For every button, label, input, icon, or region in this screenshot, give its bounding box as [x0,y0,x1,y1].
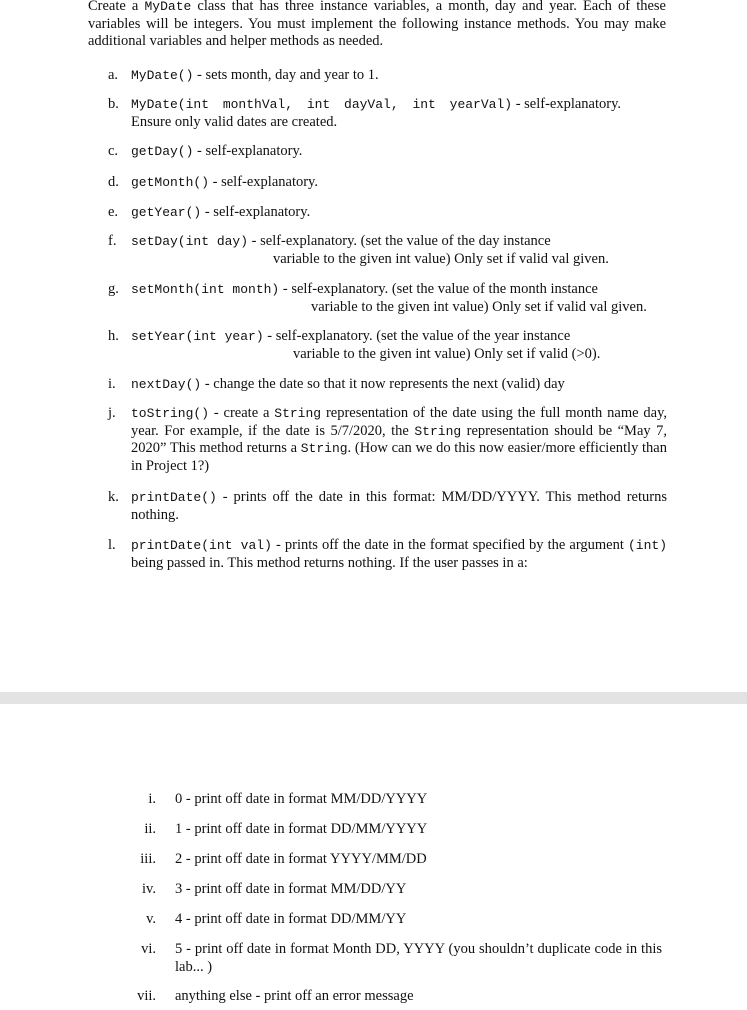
method-description-line2: Ensure only valid dates are created. [131,113,338,130]
method-description: - change the date so that it now represents the next (valid) day [201,376,565,392]
method-signature: getDay() [131,144,194,159]
item-label: g. [108,281,119,297]
intro-text-cont: class that has three instance variables, a month, day and year. Each of these variables will be integers. You must implement the following instance methods. You may make additional variables and helper methods as needed. [88,0,666,49]
sub-item-label: iii. [140,851,156,867]
method-signature: nextDay() [131,377,202,392]
method-signature: toString() [131,406,210,421]
method-description-cont: representation should be “May 7, 2020” This method returns a [131,422,667,456]
sub-item-label: vii. [137,988,156,1004]
sub-item-text: 0 - print off date in format MM/DD/YYYY [175,791,428,807]
method-description: - prints off the date in this format: MM/DD/YYYY. This method returns nothing. [131,489,667,523]
method-description-line2: variable to the given int value) Only set if valid val given. [311,298,647,315]
method-description: - self-explanatory. [512,96,622,112]
sub-item-text: 4 - print off date in format DD/MM/YY [175,911,407,927]
type-code: String [274,406,322,421]
item-label: a. [108,67,119,83]
type-code: (int) [627,538,667,553]
method-description: - self-explanatory. [193,143,303,159]
method-description: - self-explanatory. (set the value of the year instance [263,328,571,344]
method-signature: getMonth() [131,175,210,190]
method-description: - self-explanatory. [209,174,318,190]
method-signature: setDay(int day) [131,234,249,249]
method-signature: MyDate() [131,68,194,83]
sub-item-label: iv. [142,881,156,897]
method-description: - sets month, day and year to 1. [193,67,379,83]
method-description-cont: representation of the date using the full month name day, year. For example, if the date is 5/7/2020, the [131,405,667,439]
class-name-code: MyDate [144,0,192,14]
sub-item-label: v. [146,911,156,927]
item-label: b. [108,96,119,112]
sub-item-label: i. [148,791,156,807]
method-description: - self-explanatory. (set the value of the day instance [248,233,551,249]
intro-text: Create a [88,0,145,14]
method-signature: MyDate(int monthVal, int dayVal, int yearVal) [131,97,513,112]
method-description-line2: variable to the given int value) Only set if valid val given. [273,250,609,267]
item-label: l. [108,537,116,553]
item-label: d. [108,174,119,190]
method-description-line2: variable to the given int value) Only set if valid (>0). [293,345,601,362]
item-label: c. [108,143,119,159]
sub-item-text: 5 - print off date in format Month DD, YYYY (you shouldn’t duplicate code in this lab... ) [175,941,662,975]
sub-item-text: 2 - print off date in format YYYY/MM/DD [175,851,427,867]
method-description: - self-explanatory. (set the value of the month instance [279,281,598,297]
method-description: - self-explanatory. [201,204,311,220]
method-signature: setYear(int year) [131,329,264,344]
sub-item-text: 1 - print off date in format DD/MM/YYYY [175,821,428,837]
method-description-cont: being passed in. This method returns nothing. If the user passes in a: [131,554,528,571]
method-signature: printDate() [131,490,217,505]
item-label: h. [108,328,119,344]
method-description: - create a [209,405,275,421]
item-label: i. [108,376,116,392]
method-signature: setMonth(int month) [131,282,280,297]
sub-item-text: 3 - print off date in format MM/DD/YY [175,881,407,897]
item-label: j. [108,405,116,421]
item-label: f. [108,233,117,249]
type-code: String [414,423,462,439]
sub-item-label: ii. [144,821,156,837]
item-label: e. [108,204,119,220]
item-label: k. [108,489,119,505]
method-description-cont: . (How can we do this now easier/more efficiently than in Project 1?) [131,440,667,474]
document-page-2 [0,704,747,1010]
sub-item-text: anything else - print off an error message [175,988,414,1004]
intro-paragraph [88,0,666,51]
page-separator [0,692,747,704]
type-code: String [300,441,348,456]
method-description: - prints off the date in the format specified by the argument [271,537,628,553]
sub-item-label: vi. [141,941,156,957]
method-signature: getYear() [131,205,202,220]
method-signature: printDate(int val) [131,538,272,553]
